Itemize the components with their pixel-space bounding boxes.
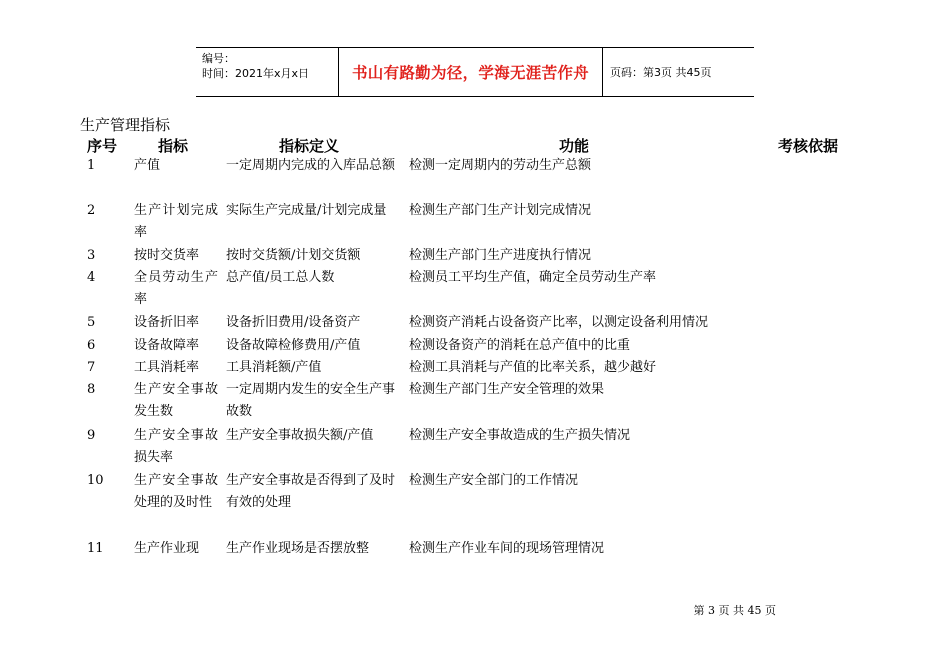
row-definition: 实际生产完成量/计划完成量 xyxy=(226,203,387,218)
row-indicator: 按时交货率 xyxy=(134,248,200,263)
row-function: 检测生产部门生产进度执行情况 xyxy=(409,248,592,263)
row-indicator: 生产计划完成率 xyxy=(134,203,218,240)
row-function: 检测生产部门生产安全管理的效果 xyxy=(409,382,605,397)
col-header-no: 序号 xyxy=(87,137,118,155)
row-function: 检测资产消耗占设备资产比率，以测定设备利用情况 xyxy=(409,315,709,330)
row-no: 2 xyxy=(87,203,96,218)
col-header-function: 功能 xyxy=(559,137,590,155)
row-no: 10 xyxy=(87,473,104,488)
row-no: 8 xyxy=(87,382,96,397)
page-footer: 第 3 页 共 45 页 xyxy=(693,604,776,617)
row-function: 检测员工平均生产值，确定全员劳动生产率 xyxy=(409,270,657,285)
row-no: 11 xyxy=(87,541,104,556)
time-label: 时间：2021年x月x日 xyxy=(202,67,310,80)
row-indicator: 工具消耗率 xyxy=(134,360,200,375)
section-title: 生产管理指标 xyxy=(80,116,171,134)
page-info: 页码：第3页 共45页 xyxy=(610,66,712,79)
row-definition: 总产值/员工总人数 xyxy=(226,270,335,285)
row-no: 1 xyxy=(87,158,96,173)
row-indicator: 设备折旧率 xyxy=(134,315,200,330)
row-definition: 生产作业现场是否摆放整 xyxy=(226,541,370,556)
row-function: 检测生产安全事故造成的生产损失情况 xyxy=(409,428,631,443)
header-page-info-cell xyxy=(603,48,754,96)
row-definition: 生产安全事故损失额/产值 xyxy=(226,428,374,443)
row-function: 检测一定周期内的劳动生产总额 xyxy=(409,158,592,173)
motto: 书山有路勤为径，学海无涯苦作舟 xyxy=(351,64,589,82)
row-indicator: 生产安全事故发生数 xyxy=(134,382,218,419)
header-meta xyxy=(196,48,339,96)
row-indicator: 生产安全事故损失率 xyxy=(134,428,218,465)
col-header-basis: 考核依据 xyxy=(778,137,839,155)
row-function: 检测生产作业车间的现场管理情况 xyxy=(409,541,605,556)
row-definition: 一定周期内完成的入库品总额 xyxy=(226,158,396,173)
row-no: 7 xyxy=(87,360,96,375)
row-definition: 工具消耗额/产值 xyxy=(226,360,322,375)
row-definition: 按时交货额/计划交货额 xyxy=(226,248,361,263)
header-motto-cell xyxy=(339,48,603,96)
row-no: 5 xyxy=(87,315,96,330)
row-definition: 设备折旧费用/设备资产 xyxy=(226,315,361,330)
row-definition: 设备故障检修费用/产值 xyxy=(226,338,361,353)
row-no: 3 xyxy=(87,248,96,263)
row-definition: 一定周期内发生的安全生产事故数 xyxy=(226,382,396,419)
col-header-definition: 指标定义 xyxy=(279,137,340,155)
col-header-indicator: 指标 xyxy=(158,137,189,155)
row-indicator: 生产安全事故处理的及时性 xyxy=(134,473,218,510)
row-no: 6 xyxy=(87,338,96,353)
row-indicator: 全员劳动生产率 xyxy=(134,270,218,307)
row-function: 检测生产安全部门的工作情况 xyxy=(409,473,579,488)
row-no: 4 xyxy=(87,270,96,285)
row-indicator: 生产作业现 xyxy=(134,541,200,556)
row-no: 9 xyxy=(87,428,96,443)
row-function: 检测工具消耗与产值的比率关系，越少越好 xyxy=(409,360,657,375)
row-function: 检测设备资产的消耗在总产值中的比重 xyxy=(409,338,631,353)
row-indicator: 产值 xyxy=(134,158,161,173)
page-header xyxy=(196,47,754,97)
row-indicator: 设备故障率 xyxy=(134,338,200,353)
row-function: 检测生产部门生产计划完成情况 xyxy=(409,203,592,218)
row-definition: 生产安全事故是否得到了及时有效的处理 xyxy=(226,473,396,510)
number-label: 编号： xyxy=(202,52,235,65)
